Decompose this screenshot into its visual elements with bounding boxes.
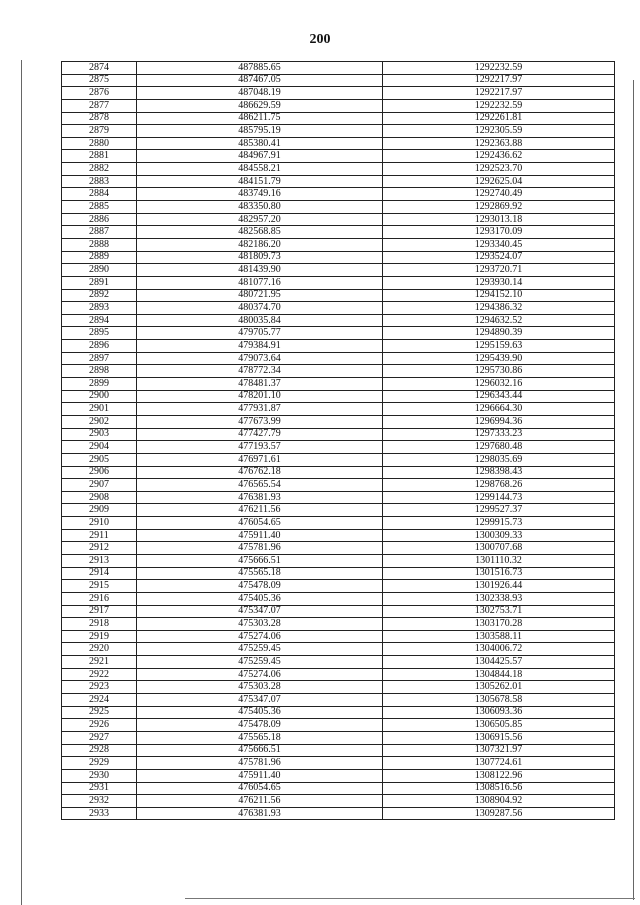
x-coordinate-cell: 479705.77	[137, 327, 383, 340]
x-coordinate-cell: 475405.36	[137, 592, 383, 605]
point-number-cell: 2895	[62, 327, 137, 340]
point-number-cell: 2920	[62, 643, 137, 656]
point-number-cell: 2908	[62, 491, 137, 504]
x-coordinate-cell: 486629.59	[137, 99, 383, 112]
x-coordinate-cell: 479073.64	[137, 352, 383, 365]
y-coordinate-cell: 1303170.28	[383, 618, 615, 631]
y-coordinate-cell: 1292217.97	[383, 74, 615, 87]
point-number-cell: 2919	[62, 630, 137, 643]
x-coordinate-cell: 476971.61	[137, 453, 383, 466]
table-row	[62, 441, 615, 454]
point-number-cell: 2906	[62, 466, 137, 479]
table-row	[62, 327, 615, 340]
x-coordinate-cell: 482186.20	[137, 238, 383, 251]
point-number-cell: 2884	[62, 188, 137, 201]
x-coordinate-cell: 478201.10	[137, 390, 383, 403]
table-row	[62, 694, 615, 707]
y-coordinate-cell: 1298035.69	[383, 453, 615, 466]
table-row	[62, 163, 615, 176]
y-coordinate-cell: 1297333.23	[383, 428, 615, 441]
table-row	[62, 99, 615, 112]
x-coordinate-cell: 475405.36	[137, 706, 383, 719]
y-coordinate-cell: 1305262.01	[383, 681, 615, 694]
point-number-cell: 2915	[62, 580, 137, 593]
table-row	[62, 782, 615, 795]
table-row	[62, 226, 615, 239]
y-coordinate-cell: 1299915.73	[383, 517, 615, 530]
x-coordinate-cell: 475781.96	[137, 757, 383, 770]
x-coordinate-cell: 483350.80	[137, 201, 383, 214]
table-row	[62, 365, 615, 378]
y-coordinate-cell: 1306505.85	[383, 719, 615, 732]
x-coordinate-cell: 476054.65	[137, 517, 383, 530]
point-number-cell: 2896	[62, 340, 137, 353]
point-number-cell: 2876	[62, 87, 137, 100]
y-coordinate-cell: 1298398.43	[383, 466, 615, 479]
table-row	[62, 378, 615, 391]
point-number-cell: 2907	[62, 479, 137, 492]
table-row	[62, 87, 615, 100]
table-row	[62, 719, 615, 732]
point-number-cell: 2874	[62, 62, 137, 75]
point-number-cell: 2913	[62, 554, 137, 567]
point-number-cell: 2877	[62, 99, 137, 112]
y-coordinate-cell: 1308516.56	[383, 782, 615, 795]
point-number-cell: 2893	[62, 302, 137, 315]
point-number-cell: 2926	[62, 719, 137, 732]
point-number-cell: 2890	[62, 264, 137, 277]
y-coordinate-cell: 1292625.04	[383, 175, 615, 188]
y-coordinate-cell: 1293340.45	[383, 238, 615, 251]
x-coordinate-cell: 485380.41	[137, 137, 383, 150]
page-frame-left-edge	[21, 60, 22, 905]
y-coordinate-cell: 1304844.18	[383, 668, 615, 681]
table-row	[62, 592, 615, 605]
table-row	[62, 188, 615, 201]
y-coordinate-cell: 1299144.73	[383, 491, 615, 504]
table-row	[62, 112, 615, 125]
table-row	[62, 238, 615, 251]
y-coordinate-cell: 1294890.39	[383, 327, 615, 340]
point-number-cell: 2894	[62, 314, 137, 327]
x-coordinate-cell: 477673.99	[137, 415, 383, 428]
y-coordinate-cell: 1292740.49	[383, 188, 615, 201]
x-coordinate-cell: 480035.84	[137, 314, 383, 327]
x-coordinate-cell: 479384.91	[137, 340, 383, 353]
table-row	[62, 504, 615, 517]
y-coordinate-cell: 1300707.68	[383, 542, 615, 555]
x-coordinate-cell: 475911.40	[137, 769, 383, 782]
table-row	[62, 681, 615, 694]
y-coordinate-cell: 1296664.30	[383, 403, 615, 416]
point-number-cell: 2924	[62, 694, 137, 707]
table-row	[62, 757, 615, 770]
point-number-cell: 2912	[62, 542, 137, 555]
x-coordinate-cell: 475781.96	[137, 542, 383, 555]
y-coordinate-cell: 1295730.86	[383, 365, 615, 378]
x-coordinate-cell: 475274.06	[137, 630, 383, 643]
x-coordinate-cell: 481439.90	[137, 264, 383, 277]
x-coordinate-cell: 477427.79	[137, 428, 383, 441]
point-number-cell: 2928	[62, 744, 137, 757]
table-row	[62, 706, 615, 719]
point-number-cell: 2883	[62, 175, 137, 188]
table-row	[62, 251, 615, 264]
x-coordinate-cell: 476054.65	[137, 782, 383, 795]
table-row	[62, 276, 615, 289]
y-coordinate-cell: 1301110.32	[383, 554, 615, 567]
point-number-cell: 2892	[62, 289, 137, 302]
y-coordinate-cell: 1301926.44	[383, 580, 615, 593]
y-coordinate-cell: 1292232.59	[383, 62, 615, 75]
point-number-cell: 2905	[62, 453, 137, 466]
x-coordinate-cell: 476381.93	[137, 491, 383, 504]
y-coordinate-cell: 1296343.44	[383, 390, 615, 403]
x-coordinate-cell: 482957.20	[137, 213, 383, 226]
x-coordinate-cell: 475259.45	[137, 656, 383, 669]
table-row	[62, 542, 615, 555]
table-row	[62, 630, 615, 643]
y-coordinate-cell: 1292363.88	[383, 137, 615, 150]
y-coordinate-cell: 1303588.11	[383, 630, 615, 643]
x-coordinate-cell: 475478.09	[137, 719, 383, 732]
x-coordinate-cell: 480721.95	[137, 289, 383, 302]
y-coordinate-cell: 1295159.63	[383, 340, 615, 353]
y-coordinate-cell: 1304006.72	[383, 643, 615, 656]
x-coordinate-cell: 480374.70	[137, 302, 383, 315]
table-row	[62, 731, 615, 744]
table-row	[62, 289, 615, 302]
coordinates-table	[61, 61, 615, 820]
point-number-cell: 2891	[62, 276, 137, 289]
table-row	[62, 213, 615, 226]
coordinates-table-body	[62, 62, 615, 820]
y-coordinate-cell: 1306093.36	[383, 706, 615, 719]
table-row	[62, 769, 615, 782]
x-coordinate-cell: 476762.18	[137, 466, 383, 479]
x-coordinate-cell: 485795.19	[137, 125, 383, 138]
table-row	[62, 605, 615, 618]
point-number-cell: 2875	[62, 74, 137, 87]
y-coordinate-cell: 1294152.10	[383, 289, 615, 302]
x-coordinate-cell: 481077.16	[137, 276, 383, 289]
point-number-cell: 2899	[62, 378, 137, 391]
point-number-cell: 2925	[62, 706, 137, 719]
table-row	[62, 795, 615, 808]
y-coordinate-cell: 1293524.07	[383, 251, 615, 264]
point-number-cell: 2882	[62, 163, 137, 176]
y-coordinate-cell: 1292305.59	[383, 125, 615, 138]
table-row	[62, 314, 615, 327]
y-coordinate-cell: 1295439.90	[383, 352, 615, 365]
x-coordinate-cell: 477193.57	[137, 441, 383, 454]
table-row	[62, 175, 615, 188]
point-number-cell: 2903	[62, 428, 137, 441]
x-coordinate-cell: 478481.37	[137, 378, 383, 391]
table-row	[62, 529, 615, 542]
y-coordinate-cell: 1293013.18	[383, 213, 615, 226]
x-coordinate-cell: 475666.51	[137, 744, 383, 757]
x-coordinate-cell: 478772.34	[137, 365, 383, 378]
table-row	[62, 744, 615, 757]
point-number-cell: 2916	[62, 592, 137, 605]
table-row	[62, 668, 615, 681]
x-coordinate-cell: 476565.54	[137, 479, 383, 492]
y-coordinate-cell: 1307321.97	[383, 744, 615, 757]
x-coordinate-cell: 475565.18	[137, 567, 383, 580]
y-coordinate-cell: 1301516.73	[383, 567, 615, 580]
point-number-cell: 2888	[62, 238, 137, 251]
x-coordinate-cell: 475565.18	[137, 731, 383, 744]
point-number-cell: 2914	[62, 567, 137, 580]
point-number-cell: 2902	[62, 415, 137, 428]
point-number-cell: 2921	[62, 656, 137, 669]
table-row	[62, 137, 615, 150]
y-coordinate-cell: 1294386.32	[383, 302, 615, 315]
table-row	[62, 517, 615, 530]
table-row	[62, 618, 615, 631]
y-coordinate-cell: 1302753.71	[383, 605, 615, 618]
point-number-cell: 2901	[62, 403, 137, 416]
y-coordinate-cell: 1300309.33	[383, 529, 615, 542]
table-row	[62, 580, 615, 593]
point-number-cell: 2927	[62, 731, 137, 744]
table-row	[62, 479, 615, 492]
x-coordinate-cell: 482568.85	[137, 226, 383, 239]
page-frame-right-edge	[633, 80, 634, 900]
x-coordinate-cell: 487885.65	[137, 62, 383, 75]
y-coordinate-cell: 1296994.36	[383, 415, 615, 428]
x-coordinate-cell: 486211.75	[137, 112, 383, 125]
table-row	[62, 302, 615, 315]
point-number-cell: 2931	[62, 782, 137, 795]
table-row	[62, 403, 615, 416]
y-coordinate-cell: 1304425.57	[383, 656, 615, 669]
x-coordinate-cell: 475259.45	[137, 643, 383, 656]
y-coordinate-cell: 1292217.97	[383, 87, 615, 100]
y-coordinate-cell: 1305678.58	[383, 694, 615, 707]
x-coordinate-cell: 487467.05	[137, 74, 383, 87]
point-number-cell: 2897	[62, 352, 137, 365]
y-coordinate-cell: 1298768.26	[383, 479, 615, 492]
y-coordinate-cell: 1306915.56	[383, 731, 615, 744]
point-number-cell: 2904	[62, 441, 137, 454]
point-number-cell: 2885	[62, 201, 137, 214]
x-coordinate-cell: 476211.56	[137, 504, 383, 517]
point-number-cell: 2880	[62, 137, 137, 150]
table-row	[62, 201, 615, 214]
table-row	[62, 352, 615, 365]
table-row	[62, 554, 615, 567]
table-row	[62, 466, 615, 479]
point-number-cell: 2878	[62, 112, 137, 125]
x-coordinate-cell: 475347.07	[137, 694, 383, 707]
y-coordinate-cell: 1308904.92	[383, 795, 615, 808]
table-row	[62, 428, 615, 441]
y-coordinate-cell: 1293720.71	[383, 264, 615, 277]
point-number-cell: 2923	[62, 681, 137, 694]
point-number-cell: 2889	[62, 251, 137, 264]
y-coordinate-cell: 1302338.93	[383, 592, 615, 605]
x-coordinate-cell: 475347.07	[137, 605, 383, 618]
table-row	[62, 390, 615, 403]
x-coordinate-cell: 475274.06	[137, 668, 383, 681]
table-row	[62, 415, 615, 428]
table-row	[62, 453, 615, 466]
y-coordinate-cell: 1299527.37	[383, 504, 615, 517]
table-row	[62, 62, 615, 75]
point-number-cell: 2898	[62, 365, 137, 378]
x-coordinate-cell: 484967.91	[137, 150, 383, 163]
point-number-cell: 2930	[62, 769, 137, 782]
x-coordinate-cell: 476381.93	[137, 807, 383, 820]
point-number-cell: 2933	[62, 807, 137, 820]
y-coordinate-cell: 1294632.52	[383, 314, 615, 327]
point-number-cell: 2929	[62, 757, 137, 770]
x-coordinate-cell: 475478.09	[137, 580, 383, 593]
y-coordinate-cell: 1292436.62	[383, 150, 615, 163]
y-coordinate-cell: 1292232.59	[383, 99, 615, 112]
table-row	[62, 264, 615, 277]
x-coordinate-cell: 483749.16	[137, 188, 383, 201]
y-coordinate-cell: 1309287.56	[383, 807, 615, 820]
x-coordinate-cell: 475303.28	[137, 681, 383, 694]
table-row	[62, 125, 615, 138]
table-row	[62, 807, 615, 820]
x-coordinate-cell: 476211.56	[137, 795, 383, 808]
y-coordinate-cell: 1293930.14	[383, 276, 615, 289]
table-row	[62, 340, 615, 353]
point-number-cell: 2918	[62, 618, 137, 631]
point-number-cell: 2909	[62, 504, 137, 517]
x-coordinate-cell: 481809.73	[137, 251, 383, 264]
y-coordinate-cell: 1292869.92	[383, 201, 615, 214]
point-number-cell: 2886	[62, 213, 137, 226]
x-coordinate-cell: 484558.21	[137, 163, 383, 176]
table-row	[62, 567, 615, 580]
y-coordinate-cell: 1296032.16	[383, 378, 615, 391]
table-row	[62, 491, 615, 504]
x-coordinate-cell: 484151.79	[137, 175, 383, 188]
y-coordinate-cell: 1292523.70	[383, 163, 615, 176]
point-number-cell: 2922	[62, 668, 137, 681]
table-row	[62, 150, 615, 163]
point-number-cell: 2881	[62, 150, 137, 163]
y-coordinate-cell: 1308122.96	[383, 769, 615, 782]
x-coordinate-cell: 477931.87	[137, 403, 383, 416]
point-number-cell: 2900	[62, 390, 137, 403]
page-number: 200	[309, 32, 331, 47]
x-coordinate-cell: 475666.51	[137, 554, 383, 567]
point-number-cell: 2911	[62, 529, 137, 542]
point-number-cell: 2887	[62, 226, 137, 239]
y-coordinate-cell: 1292261.81	[383, 112, 615, 125]
point-number-cell: 2932	[62, 795, 137, 808]
page-frame-bottom-edge	[185, 898, 635, 899]
x-coordinate-cell: 475303.28	[137, 618, 383, 631]
point-number-cell: 2910	[62, 517, 137, 530]
point-number-cell: 2917	[62, 605, 137, 618]
point-number-cell: 2879	[62, 125, 137, 138]
table-row	[62, 656, 615, 669]
y-coordinate-cell: 1293170.09	[383, 226, 615, 239]
y-coordinate-cell: 1307724.61	[383, 757, 615, 770]
y-coordinate-cell: 1297680.48	[383, 441, 615, 454]
x-coordinate-cell: 487048.19	[137, 87, 383, 100]
table-row	[62, 643, 615, 656]
table-row	[62, 74, 615, 87]
x-coordinate-cell: 475911.40	[137, 529, 383, 542]
